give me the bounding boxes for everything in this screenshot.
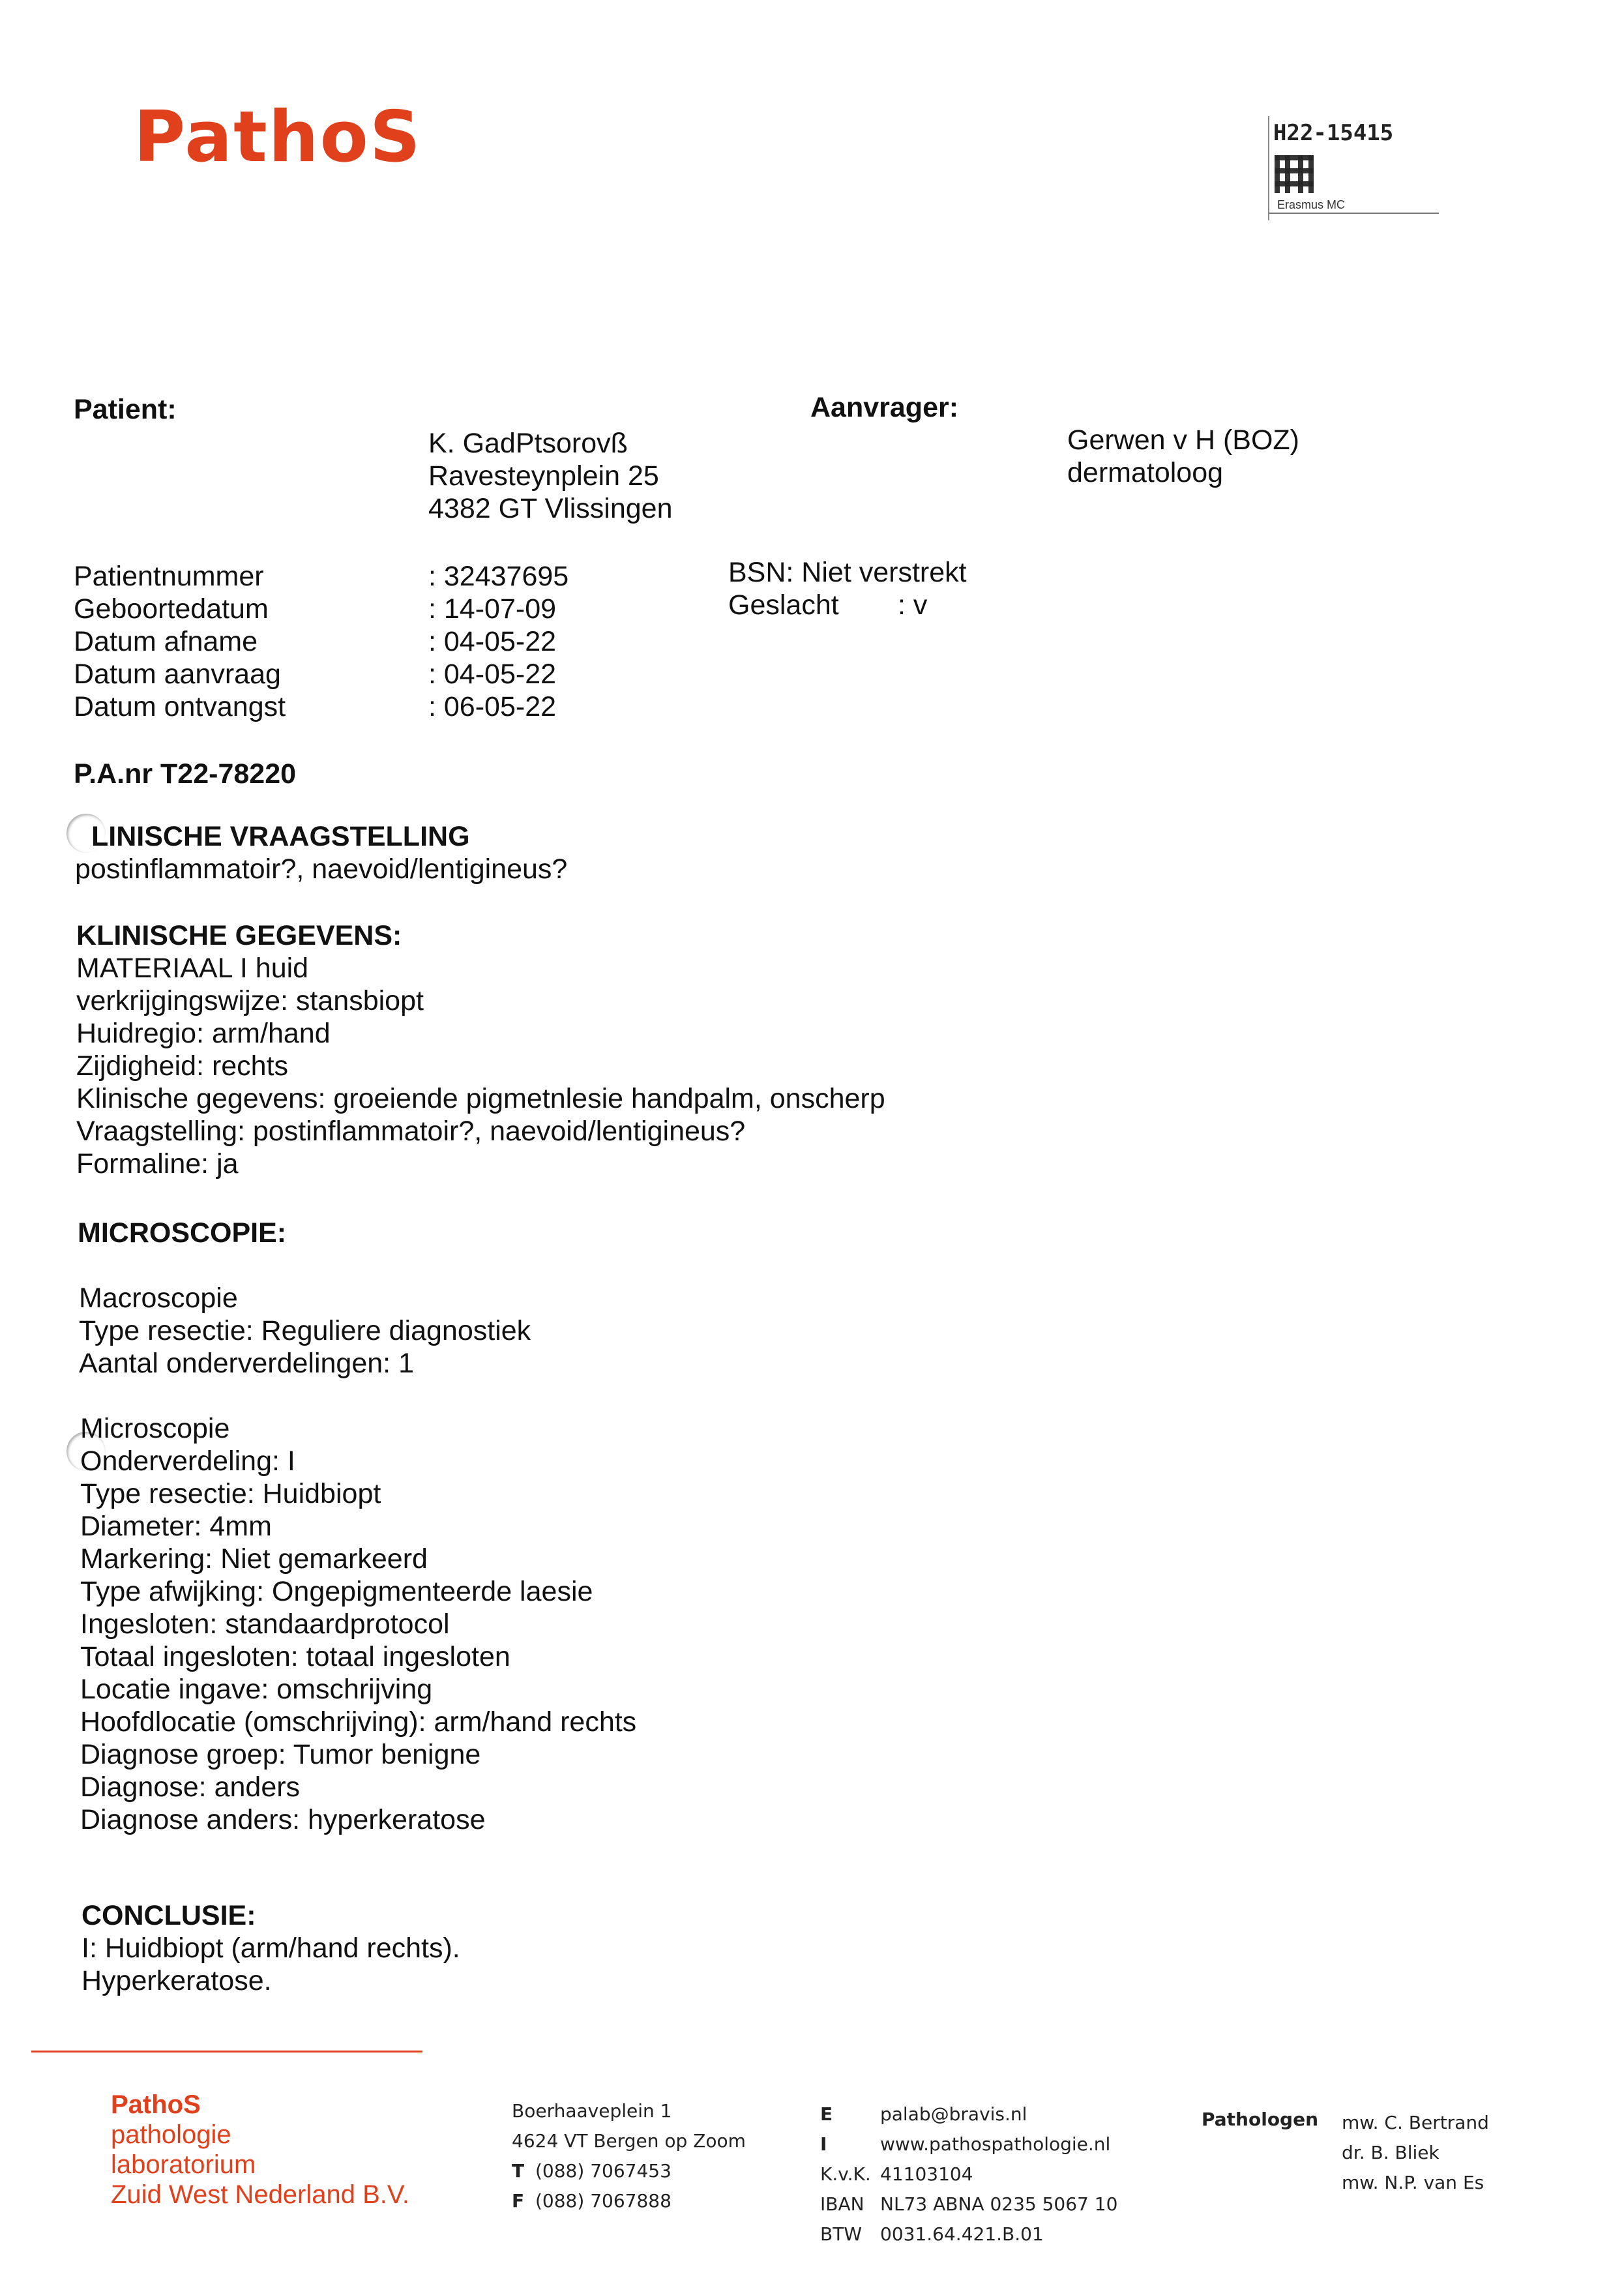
- gegevens-line: Vraagstelling: postinflammatoir?, naevoid/lentigineus?: [76, 1116, 746, 1147]
- sticker-divider: [1269, 213, 1439, 214]
- microscopie-line: Markering: Niet gemarkeerd: [80, 1543, 428, 1575]
- requester-heading: Aanvrager:: [810, 392, 959, 423]
- macroscopie-line: Macroscopie: [79, 1282, 238, 1314]
- footer-company: [111, 2090, 409, 2210]
- contact-kvk: [820, 2159, 1117, 2189]
- requester-info: [1067, 424, 1299, 489]
- footer-company-line: laboratorium: [111, 2150, 256, 2179]
- contact-website: [820, 2129, 1117, 2159]
- gegevens-line: Huidregio: arm/hand: [76, 1018, 331, 1049]
- conclusie-line: I: Huidbiopt (arm/hand rechts).: [81, 1933, 460, 1964]
- macroscopie-section: [79, 1282, 531, 1380]
- contact-value[interactable]: palab@bravis.nl: [880, 2103, 1027, 2125]
- footer-fax: [512, 2186, 746, 2216]
- contact-value[interactable]: www.pathospathologie.nl: [880, 2133, 1111, 2155]
- microscopie-line: Hoofdlocatie (omschrijving): arm/hand rechts: [80, 1706, 637, 1738]
- contact-value: 41103104: [880, 2163, 973, 2185]
- microscopie-line: Diagnose anders: hyperkeratose: [80, 1804, 486, 1835]
- microscopie-line: Totaal ingesloten: totaal ingesloten: [80, 1641, 510, 1672]
- specimen-sticker: [1268, 116, 1439, 220]
- field-value-geboortedatum: : 14-07-09: [428, 593, 557, 625]
- gegevens-line: Formaline: ja: [76, 1148, 239, 1179]
- bsn-line: BSN: Niet verstrekt: [728, 557, 967, 588]
- geslacht-value: : v: [898, 589, 928, 621]
- conclusie-heading: CONCLUSIE:: [81, 1900, 256, 1931]
- fax-number: (088) 7067888: [535, 2190, 672, 2212]
- field-value-patientnummer: : 32437695: [428, 561, 569, 592]
- klinische-gegevens-section: [76, 919, 885, 1180]
- microscopie-line: Type afwijking: Ongepigmenteerde laesie: [80, 1576, 593, 1607]
- field-value-datum-afname: : 04-05-22: [428, 626, 557, 657]
- microscopie-line: Type resectie: Huidbiopt: [80, 1478, 381, 1509]
- contact-btw: [820, 2219, 1117, 2249]
- footer-contacts: [820, 2099, 1117, 2249]
- klinische-vraagstelling-text: postinflammatoir?, naevoid/lentigineus?: [75, 853, 568, 885]
- contact-key: K.v.K.: [820, 2163, 871, 2185]
- patient-name: K. GadPtsorovß: [428, 428, 628, 459]
- footer-address: [512, 2096, 746, 2216]
- microscopie-section: [80, 1412, 636, 1836]
- gegevens-line: verkrijgingswijze: stansbiopt: [76, 985, 424, 1016]
- microscopie-line: Diagnose groep: Tumor benigne: [80, 1739, 481, 1770]
- microscopie-line: Ingesloten: standaardprotocol: [80, 1608, 450, 1640]
- pathologists-label: Pathologen: [1202, 2109, 1319, 2130]
- requester-specialty: dermatoloog: [1067, 457, 1224, 488]
- patient-field-labels: [74, 560, 286, 723]
- microscopie-line: Diagnose: anders: [80, 1771, 301, 1803]
- microscopie-line: Onderverdeling: I: [80, 1445, 295, 1477]
- field-value-datum-aanvraag: : 04-05-22: [428, 659, 557, 690]
- pathos-logo: PathoS: [134, 96, 422, 178]
- gegevens-line: MATERIAAL I huid: [76, 953, 309, 984]
- footer-company-name: PathoS: [111, 2090, 201, 2119]
- patient-street: Ravesteynplein 25: [428, 460, 659, 492]
- footer-company-line: Zuid West Nederland B.V.: [111, 2180, 410, 2209]
- footer-city: 4624 VT Bergen op Zoom: [512, 2130, 746, 2152]
- contact-iban: [820, 2189, 1117, 2219]
- microscopie-line: Diameter: 4mm: [80, 1511, 272, 1542]
- footer-divider: [31, 2051, 422, 2052]
- geslacht-label: Geslacht: [728, 589, 839, 621]
- macroscopie-line: Type resectie: Reguliere diagnostiek: [79, 1315, 531, 1346]
- field-label-patientnummer: Patientnummer: [74, 561, 264, 592]
- pathologists-list: [1342, 2108, 1489, 2198]
- conclusie-section: [81, 1899, 460, 1997]
- pathologist-name: mw. N.P. van Es: [1342, 2172, 1484, 2193]
- pathologist-name: dr. B. Bliek: [1342, 2142, 1439, 2163]
- phone-key: T: [512, 2160, 525, 2182]
- microscopie-heading: MICROSCOPIE:: [78, 1217, 287, 1249]
- klinische-vraagstelling-heading: LINISCHE VRAAGSTELLING: [91, 821, 470, 852]
- microscopie-line: Locatie ingave: omschrijving: [80, 1674, 433, 1705]
- microscopie-line: Microscopie: [80, 1413, 230, 1444]
- patient-heading: Patient:: [74, 394, 177, 425]
- macroscopie-line: Aantal onderverdelingen: 1: [79, 1348, 414, 1379]
- datamatrix-barcode-icon: [1275, 155, 1314, 193]
- footer-phone: [512, 2156, 746, 2186]
- field-label-datum-ontvangst: Datum ontvangst: [74, 691, 286, 722]
- field-label-datum-afname: Datum afname: [74, 626, 258, 657]
- footer-street: Boerhaaveplein 1: [512, 2100, 672, 2122]
- contact-key: BTW: [820, 2223, 862, 2245]
- field-value-datum-ontvangst: : 06-05-22: [428, 691, 557, 722]
- sticker-institution: Erasmus MC: [1277, 198, 1346, 211]
- field-label-geboortedatum: Geboortedatum: [74, 593, 269, 625]
- field-label-datum-aanvraag: Datum aanvraag: [74, 659, 281, 690]
- contact-key: I: [820, 2133, 827, 2155]
- requester-name: Gerwen v H (BOZ): [1067, 424, 1299, 456]
- phone-number: (088) 7067453: [535, 2160, 672, 2182]
- patient-field-values: [428, 560, 568, 723]
- contact-email: [820, 2099, 1117, 2129]
- pa-number: P.A.nr T22-78220: [74, 758, 297, 790]
- contact-value: 0031.64.421.B.01: [880, 2223, 1044, 2245]
- gegevens-line: Klinische gegevens: groeiende pigmetnlesie handpalm, onscherp: [76, 1083, 885, 1114]
- contact-key: E: [820, 2103, 833, 2125]
- pathologist-name: mw. C. Bertrand: [1342, 2112, 1489, 2133]
- gegevens-line: Zijdigheid: rechts: [76, 1050, 289, 1082]
- patient-city: 4382 GT Vlissingen: [428, 493, 673, 524]
- patient-address: [428, 427, 673, 525]
- footer-company-line: pathologie: [111, 2120, 231, 2149]
- sticker-code: H22-15415: [1273, 120, 1394, 146]
- fax-key: F: [512, 2190, 525, 2212]
- contact-value: NL73 ABNA 0235 5067 10: [880, 2193, 1118, 2215]
- klinische-gegevens-heading: KLINISCHE GEGEVENS:: [76, 920, 402, 951]
- conclusie-line: Hyperkeratose.: [81, 1965, 272, 1996]
- contact-key: IBAN: [820, 2193, 864, 2215]
